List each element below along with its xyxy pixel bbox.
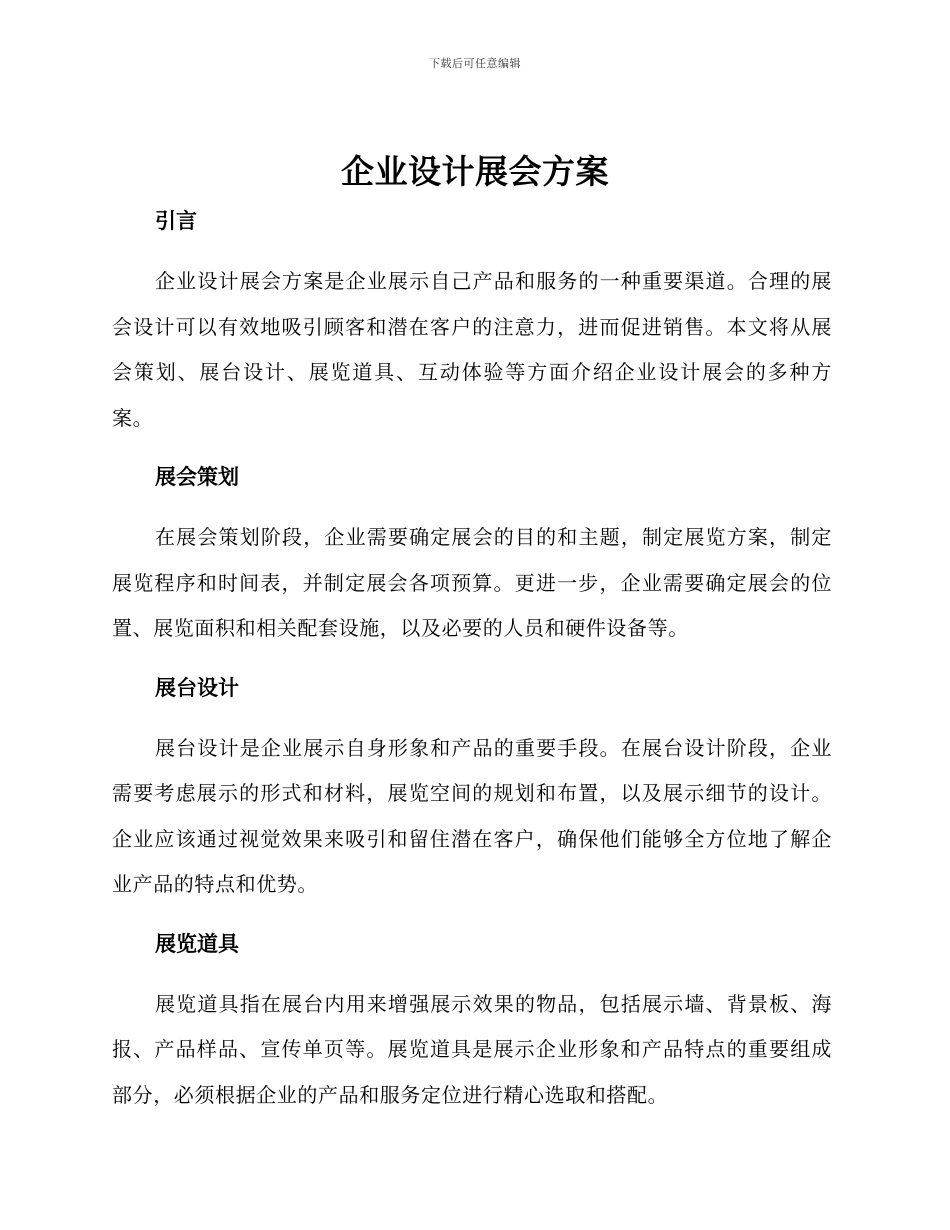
section-heading-intro: 引言: [155, 209, 197, 233]
section-paragraph-intro: 企业设计展会方案是企业展示自己产品和服务的一种重要渠道。合理的展会设计可以有效地吸引顾客和潜在客户的注意力，进而促进销售。本文将从展会策划、展台设计、展览道具、互动体验等方面介绍企业设计展会的多种方案。: [112, 269, 832, 430]
section-paragraph-planning: 在展会策划阶段，企业需要确定展会的目的和主题，制定展览方案，制定展览程序和时间表，并制定展会各项预算。更进一步，企业需要确定展会的位置、展览面积和相关配套设施，以及必要的人员和硬件设备等。: [112, 525, 832, 640]
section-paragraph-booth-design: 展台设计是企业展示自身形象和产品的重要手段。在展台设计阶段，企业需要考虑展示的形式和材料，展览空间的规划和布置，以及展示细节的设计。企业应该通过视觉效果来吸引和留住潜在客户，确保他们能够全方位地了解企业产品的特点和优势。: [112, 735, 832, 896]
section-heading-booth-design: 展台设计: [155, 675, 239, 700]
section-heading-props: 展览道具: [155, 931, 239, 956]
section-heading-planning: 展会策划: [155, 465, 239, 489]
document-title: 企业设计展会方案: [341, 152, 609, 191]
document-body: [112, 203, 832, 1118]
header-note: 下载后可任意编辑: [429, 57, 521, 70]
section-paragraph-props: 展览道具指在展台内用来增强展示效果的物品，包括展示墙、背景板、海报、产品样品、宣传单页等。展览道具是展示企业形象和产品特点的重要组成部分，必须根据企业的产品和服务定位进行精心选取和搭配。: [112, 991, 832, 1107]
